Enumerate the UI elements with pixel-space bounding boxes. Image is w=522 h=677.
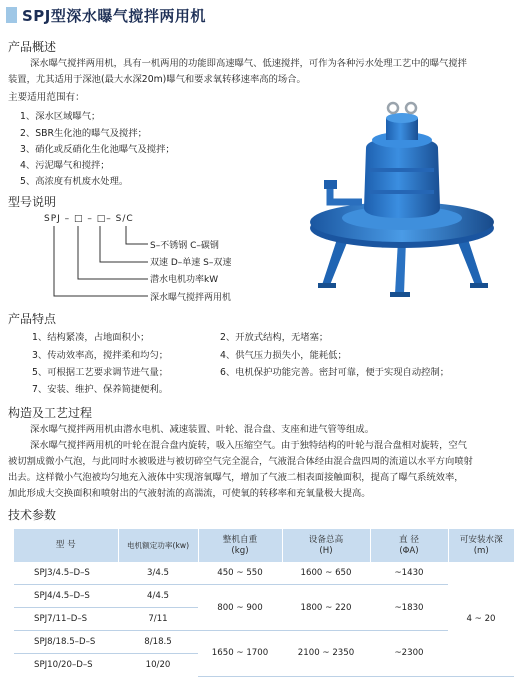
spec-header-row [14, 529, 514, 562]
spec-power: 8/18.5 [118, 631, 198, 654]
table-row [14, 562, 514, 585]
table-row [14, 631, 514, 654]
spec-power: 7/11 [118, 608, 198, 631]
overview-line-2: 装置，尤其适用于深池(最大水深20m)曝气和要求氧转移速率高的场合。 [8, 74, 306, 85]
spec-weight: 800 ~ 900 [198, 585, 282, 631]
title-accent-bar [6, 7, 17, 23]
spec-header-cell: 直 径 (ΦA) [370, 529, 448, 562]
structure-paragraph-2-line: 出去。这样微小气泡被均匀地充入液体中实现溶氧曝气，增加了气液二相表面接触面积，提高了曝气系统效率， [8, 472, 464, 483]
model-label-name: 深水曝气搅拌两用机 [150, 293, 232, 303]
feature-item: 4、供气压力损失小，能耗低； [220, 350, 347, 361]
spec-header-cell: 型 号 [14, 529, 118, 562]
spec-header-cell: 整机自重 (kg) [198, 529, 282, 562]
page-title: SPJ型深水曝气搅拌两用机 [22, 6, 206, 25]
spec-power: 10/20 [145, 660, 171, 670]
feature-item: 7、安装、维护、保养简捷便利。 [32, 384, 169, 395]
structure-paragraph-1: 深水曝气搅拌两用机由潜水电机、减速装置、叶轮、混合盘、支座和进气管等组成。 [30, 424, 374, 435]
spec-table [14, 529, 514, 677]
structure-paragraph-2-line: 被切割成微小气泡，与此同时水被吸进与被切碎空气完全混合，气液混合体经由混合盘四周的流道以水平方向喷射 [8, 456, 473, 467]
specs-heading: 技术参数 [8, 508, 57, 522]
feature-item: 1、结构紧凑，占地面积小； [32, 332, 150, 343]
spec-header-cell: 电机额定功率(kw) [118, 529, 198, 562]
model-code: SPJ – □ – □– S/C [44, 214, 134, 224]
model-label-power: 潜水电机功率kW [150, 275, 219, 285]
spec-diameter: ~1830 [370, 585, 448, 631]
model-label-material: S–不锈钢 C–碳钢 [150, 241, 219, 251]
spec-model: SPJ10/20–D–S [34, 660, 93, 670]
spec-diameter: ~2300 [370, 631, 448, 677]
overview-heading: 产品概述 [8, 40, 57, 54]
spec-diameter: ~1430 [370, 562, 448, 585]
overview-line-1: 深水曝气搅拌两用机，具有一机两用的功能即高速曝气、低速搅拌，可作为各种污水处理工艺中的曝气搅拌 [30, 58, 467, 69]
spec-model: SPJ4/4.5–D–S [14, 585, 118, 608]
spec-depth: 4 ~ 20 [448, 562, 514, 676]
model-label-speed: 双速 D–单速 S–双速 [150, 258, 232, 268]
table-row [14, 585, 514, 608]
structure-heading: 构造及工艺过程 [8, 406, 93, 420]
spec-height: 1800 ~ 220 [282, 585, 370, 631]
features-heading: 产品特点 [8, 312, 57, 326]
feature-item: 3、传动效率高，搅拌柔和均匀； [32, 350, 169, 361]
scope-item: 3、硝化或反硝化生化池曝气及搅拌； [20, 144, 175, 155]
scope-item: 2、SBR生化池的曝气及搅拌； [20, 128, 147, 139]
spec-model: SPJ3/4.5–D–S [14, 562, 118, 585]
structure-paragraph-2-line: 深水曝气搅拌两用机的叶轮在混合盘内旋转，吸入压缩空气。由于独特结构的叶轮与混合盘相对旋转，空气 [30, 440, 467, 451]
aerator-mixer-illustration [300, 90, 505, 300]
page-header [6, 5, 206, 25]
spec-header-cell: 设备总高 (H) [282, 529, 370, 562]
structure-paragraph-2-line: 加此形成大交换面积和喷射出的气液射流的高湍流，可使氧的转移率和充氧量极大提高。 [8, 488, 371, 499]
spec-model: SPJ7/11–D–S [14, 608, 118, 631]
scope-item: 4、污泥曝气和搅拌； [20, 160, 110, 171]
feature-item: 5、可根据工艺要求调节进气量； [32, 367, 169, 378]
scope-item: 5、高浓度有机废水处理。 [20, 176, 129, 187]
spec-table-wrapper [14, 529, 514, 677]
spec-weight: 1650 ~ 1700 [198, 631, 282, 677]
spec-power: 3/4.5 [118, 562, 198, 585]
spec-height: 1600 ~ 650 [282, 562, 370, 585]
feature-item: 2、开放式结构，无堵塞； [220, 332, 329, 343]
spec-weight: 450 ~ 550 [198, 562, 282, 585]
spec-model: SPJ8/18.5–D–S [14, 631, 118, 654]
spec-power: 4/4.5 [118, 585, 198, 608]
spec-height: 2100 ~ 2350 [282, 631, 370, 677]
scope-item: 1、深水区域曝气； [20, 111, 101, 122]
model-code-diagram [40, 224, 160, 304]
model-heading: 型号说明 [8, 195, 57, 209]
spec-header-cell: 可安装水深 (m) [448, 529, 514, 562]
scope-heading: 主要适用范围有： [8, 92, 85, 103]
feature-item: 6、电机保护功能完善。密封可靠，便于实现自动控制； [220, 367, 450, 378]
